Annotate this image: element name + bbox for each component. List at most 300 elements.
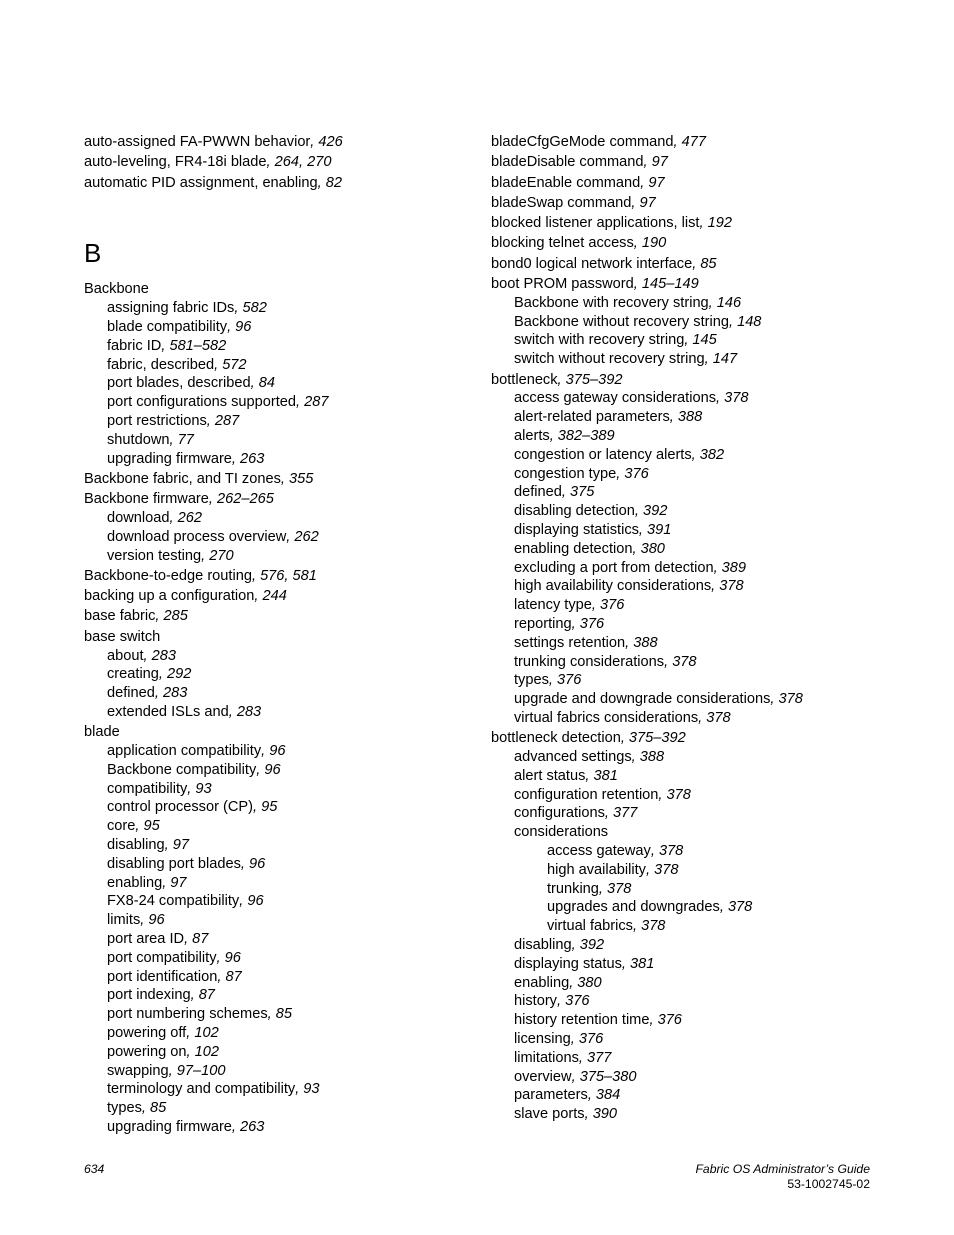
page-reference: 147 — [712, 351, 738, 368]
index-subentry — [84, 547, 474, 566]
page-reference: 93 — [303, 1081, 320, 1098]
page-separator: , — [266, 154, 275, 171]
index-subentry — [84, 647, 474, 666]
index-term: bond0 logical network interface — [491, 255, 693, 272]
index-term: switch with recovery string — [514, 332, 685, 349]
page-reference: 376 — [624, 465, 649, 482]
page-separator: , — [168, 1062, 177, 1079]
page-separator: , — [186, 1024, 195, 1041]
index-term: high availability considerations — [514, 578, 712, 595]
index-term: upgrading firmware — [107, 1118, 232, 1135]
page-separator: , — [633, 235, 642, 252]
index-column-left — [84, 133, 474, 1137]
index-term: bladeEnable command — [491, 174, 641, 191]
page-separator: , — [240, 855, 249, 872]
page-separator: , — [658, 786, 667, 803]
page-reference: 262 — [177, 509, 202, 526]
index-term: port restrictions — [107, 412, 207, 429]
page-separator: , — [604, 805, 613, 822]
index-term: Backbone fabric, and TI zones — [84, 470, 281, 487]
page-separator: , — [640, 174, 649, 191]
page-reference: 283 — [163, 685, 188, 702]
page-reference: 388 — [639, 749, 665, 765]
page-separator: , — [692, 255, 701, 272]
index-term: bottleneck detection — [491, 730, 621, 747]
index-column-right — [491, 133, 931, 1124]
index-subentry — [84, 949, 474, 968]
page-reference: 145 — [692, 332, 717, 349]
index-subentry — [84, 780, 474, 799]
page-reference: 77 — [177, 431, 194, 448]
index-subentry — [491, 502, 931, 521]
index-term: configurations — [514, 805, 605, 822]
page-separator: , — [310, 134, 319, 150]
index-entry — [84, 133, 474, 152]
index-term: blocking telnet access — [491, 235, 634, 252]
page-reference: 378 — [719, 578, 744, 595]
index-subentry — [491, 653, 931, 672]
index-subentry — [491, 1086, 931, 1105]
index-subentry — [84, 665, 474, 684]
index-subentry — [491, 1030, 931, 1049]
page-reference: 262–265 — [217, 491, 274, 508]
index-entry — [84, 607, 474, 626]
index-entry — [84, 280, 474, 299]
page-reference: 388 — [633, 634, 658, 651]
index-term: download process overview — [107, 528, 287, 545]
page-separator: , — [549, 427, 558, 444]
page-separator: , — [638, 521, 648, 538]
index-term: enabling — [107, 874, 163, 891]
page-separator: , — [216, 949, 225, 966]
index-term: configuration retention — [514, 786, 659, 803]
index-term: excluding a port from detection — [514, 559, 714, 576]
page-separator: , — [190, 987, 199, 1004]
index-term: port configurations supported — [107, 394, 297, 411]
page-reference: 97 — [170, 874, 187, 891]
page-separator: , — [699, 215, 708, 232]
index-subentry — [84, 299, 474, 318]
page-reference: 287 — [214, 412, 240, 429]
index-term: bottleneck — [491, 371, 558, 388]
index-term: fabric, described — [107, 356, 215, 373]
index-subentry — [491, 465, 931, 484]
page-reference: 192 — [707, 215, 732, 232]
page-separator: , — [620, 730, 629, 747]
page-separator: , — [631, 194, 640, 211]
index-term: enabling detection — [514, 540, 633, 557]
index-subentry — [491, 615, 931, 634]
index-subentry — [491, 331, 931, 350]
index-subentry — [491, 634, 931, 653]
page-separator: , — [711, 578, 720, 595]
page-reference: 376 — [579, 615, 605, 632]
index-term: port numbering schemes — [107, 1006, 268, 1023]
index-subentry — [84, 356, 474, 375]
index-term: blocked listener applications, list — [491, 215, 700, 232]
page-reference: 102 — [194, 1024, 219, 1041]
page-separator: , — [713, 559, 722, 576]
page-reference: 376 — [565, 993, 590, 1010]
page-separator: , — [214, 356, 223, 373]
index-term: congestion or latency alerts — [514, 446, 692, 463]
index-subentry — [491, 823, 931, 842]
index-subentry — [84, 393, 474, 412]
page-separator: , — [280, 470, 289, 487]
index-subentry — [491, 804, 931, 823]
index-entry — [84, 628, 474, 647]
page-reference: 384 — [595, 1087, 621, 1104]
index-term: application compatibility — [107, 743, 262, 760]
page-reference: 378 — [658, 842, 684, 859]
index-subentry — [84, 911, 474, 930]
page-reference: 190 — [641, 235, 667, 252]
index-subentry — [491, 1049, 931, 1068]
index-term: types — [514, 672, 549, 689]
page-separator: , — [634, 503, 643, 520]
page-separator: , — [296, 394, 305, 411]
index-term: core — [107, 818, 136, 835]
index-term: auto-leveling, FR4-18i blade — [84, 154, 267, 171]
index-subentry — [84, 798, 474, 817]
page-reference: 582 — [242, 300, 267, 317]
index-term: settings retention — [514, 634, 626, 651]
page-reference: 102 — [194, 1043, 219, 1060]
page-separator: , — [162, 874, 171, 891]
page-separator: , — [578, 1049, 587, 1066]
page-separator: , — [643, 154, 652, 171]
index-term: boot PROM password — [491, 276, 634, 293]
page-separator: , — [254, 588, 263, 605]
page-reference: 377 — [612, 805, 638, 822]
page-reference: 244 — [262, 588, 287, 605]
index-term: defined — [107, 685, 155, 702]
page-reference: 93 — [195, 780, 212, 797]
page-reference: 96 — [235, 318, 252, 335]
index-subentry — [491, 936, 931, 955]
index-term: advanced settings — [514, 749, 632, 765]
index-term: powering on — [107, 1043, 187, 1060]
page-separator: , — [140, 912, 149, 929]
page-separator: , — [645, 861, 655, 878]
index-entry — [84, 567, 474, 586]
page-separator: , — [234, 300, 243, 317]
page-reference: 87 — [198, 987, 215, 1004]
index-term: history retention time — [514, 1012, 650, 1029]
index-term: compatibility — [107, 780, 188, 797]
index-term: extended ISLs and — [107, 703, 229, 720]
page-reference: 146 — [716, 294, 742, 311]
index-subentry — [491, 880, 931, 899]
index-entry — [491, 194, 931, 213]
index-term: considerations — [514, 824, 609, 841]
index-entry — [491, 275, 931, 294]
index-term: defined — [514, 484, 562, 501]
page-separator: , — [557, 371, 566, 388]
page-reference: 375–392 — [565, 371, 623, 388]
page-separator: , — [317, 174, 326, 191]
index-subentry — [491, 955, 931, 974]
page-separator: , — [227, 318, 236, 335]
index-subentry — [84, 968, 474, 987]
index-subentry — [84, 892, 474, 911]
page-separator: , — [217, 968, 226, 985]
index-term: download — [107, 509, 170, 526]
index-subentry — [84, 1043, 474, 1062]
page-reference: 392 — [579, 936, 605, 953]
index-term: disabling port blades — [107, 855, 241, 872]
page-separator: , — [186, 1043, 195, 1060]
page-reference: 287 — [304, 394, 329, 411]
index-term: disabling — [107, 837, 165, 853]
index-term: high availability — [547, 861, 646, 878]
page-separator: , — [770, 691, 779, 708]
index-term: virtual fabrics — [547, 918, 633, 935]
index-term: port blades, described — [107, 375, 251, 392]
index-subentry — [491, 786, 931, 805]
index-subentry — [84, 337, 474, 356]
page-reference: 426 — [318, 134, 343, 150]
page-reference: 477 — [681, 134, 706, 150]
index-subentry — [84, 450, 474, 469]
page-reference: 388 — [677, 409, 703, 426]
index-subentry — [84, 1024, 474, 1043]
page-reference: 97 — [172, 837, 189, 853]
page-reference: 97 — [639, 194, 656, 211]
index-term: Backbone with recovery string — [514, 294, 709, 311]
page-separator: , — [231, 1118, 241, 1135]
page-separator: , — [585, 767, 594, 784]
page-separator: , — [598, 880, 608, 897]
index-subentry — [491, 671, 931, 690]
page-separator: , — [571, 1068, 580, 1085]
page-reference: 382 — [699, 446, 725, 463]
page-reference: 97–100 — [176, 1062, 226, 1079]
page-reference: 355 — [288, 470, 314, 487]
index-term: port area ID — [107, 930, 185, 947]
page-separator: , — [571, 936, 580, 953]
index-subentry — [84, 986, 474, 1005]
page-reference: 292 — [167, 666, 192, 683]
index-subentry — [491, 483, 931, 502]
page-reference: 270 — [209, 547, 234, 564]
index-term: switch without recovery string — [514, 351, 705, 368]
index-entry — [491, 174, 931, 193]
page-reference: 378 — [607, 880, 632, 897]
index-term: creating — [107, 666, 159, 683]
page-separator: , — [684, 332, 693, 349]
index-term: virtual fabrics considerations — [514, 709, 699, 726]
page-separator: , — [633, 276, 642, 293]
index-term: version testing — [107, 547, 202, 564]
index-term: slave ports — [514, 1106, 585, 1123]
page-reference: 283 — [151, 647, 176, 664]
index-term: base fabric — [84, 608, 156, 625]
index-subentry — [84, 374, 474, 393]
index-term: auto-assigned FA-PWWN behavior — [84, 134, 311, 150]
index-term: history — [514, 993, 557, 1010]
index-subentry — [491, 559, 931, 578]
index-term: bladeSwap command — [491, 194, 632, 211]
page-separator: , — [716, 390, 725, 407]
index-subentry — [84, 874, 474, 893]
index-subentry — [84, 761, 474, 780]
page-separator: , — [143, 647, 152, 664]
index-term: types — [107, 1100, 142, 1117]
index-term: alerts — [514, 427, 550, 444]
index-term: overview — [514, 1068, 572, 1085]
index-term: powering off — [107, 1024, 187, 1041]
page-reference: 375–380 — [579, 1068, 637, 1085]
page-reference: 378 — [666, 786, 691, 803]
index-term: limitations — [514, 1049, 579, 1066]
page-reference: 82 — [325, 174, 342, 191]
page-reference: 96 — [248, 855, 266, 872]
index-term: shutdown — [107, 431, 170, 448]
index-term: trunking — [547, 880, 599, 897]
index-term: access gateway — [547, 842, 651, 859]
page-reference: 262 — [294, 528, 319, 545]
index-term: Backbone compatibility — [107, 761, 257, 778]
page-reference: 391 — [647, 521, 672, 538]
index-subentry — [491, 748, 931, 767]
page-reference: 375–392 — [628, 730, 686, 747]
page-separator: , — [256, 761, 265, 778]
index-term: blade compatibility — [107, 318, 228, 335]
index-subentry — [84, 528, 474, 547]
page-separator: , — [632, 918, 642, 935]
page-reference: 285 — [163, 608, 188, 625]
page-separator: , — [201, 547, 210, 564]
index-subentry — [84, 431, 474, 450]
index-term: FX8-24 compatibility — [107, 893, 240, 910]
index-term: port identification — [107, 968, 218, 985]
page-separator: , — [208, 491, 218, 508]
page-reference: 390 — [592, 1106, 618, 1123]
page-reference: 95 — [143, 818, 160, 835]
index-term: alert status — [514, 767, 586, 784]
page-reference: 378 — [727, 899, 753, 916]
index-subentry — [491, 350, 931, 369]
index-subentry — [84, 412, 474, 431]
page-reference: 380 — [640, 540, 665, 557]
index-subentry — [84, 817, 474, 836]
index-subentry — [491, 540, 931, 559]
index-term: alert-related parameters — [514, 409, 670, 426]
index-subentry — [84, 742, 474, 761]
index-entry — [491, 729, 931, 748]
page-separator: , — [161, 337, 170, 354]
page-separator: , — [584, 1106, 593, 1123]
footer-doc-number: 53-1002745-02 — [787, 1177, 870, 1191]
page-reference: 263 — [240, 1118, 265, 1135]
page-separator: , — [571, 615, 580, 632]
index-term: Backbone — [84, 281, 149, 298]
page-reference: 381 — [630, 955, 655, 972]
page-reference: 581–582 — [169, 337, 227, 354]
page-separator: , — [625, 634, 634, 651]
index-entry — [491, 234, 931, 253]
index-term: upgrade and downgrade considerations — [514, 691, 771, 708]
page-separator: , — [187, 780, 196, 797]
page-reference: 380 — [577, 974, 602, 991]
index-entry — [491, 255, 931, 274]
page-separator: , — [632, 540, 641, 557]
index-subentry — [491, 1011, 931, 1030]
index-term: upgrades and downgrades — [547, 899, 720, 916]
page-reference: 145–149 — [641, 276, 699, 293]
index-term: trunking considerations — [514, 653, 665, 670]
index-subentry — [84, 836, 474, 855]
index-term: fabric ID — [107, 337, 162, 354]
index-term: upgrading firmware — [107, 450, 232, 467]
page-reference: 376 — [578, 1030, 604, 1047]
page-reference: 378 — [672, 653, 697, 670]
page-separator: , — [561, 484, 570, 501]
index-subentry — [491, 767, 931, 786]
page-separator: , — [698, 709, 707, 726]
page-separator: , — [141, 1100, 150, 1117]
index-subentry — [84, 1005, 474, 1024]
index-subentry — [491, 427, 931, 446]
index-subentry — [84, 1118, 474, 1137]
page-separator: , — [184, 930, 193, 947]
index-entry — [84, 723, 474, 742]
index-subentry — [491, 1105, 931, 1124]
index-term: control processor (CP) — [107, 799, 253, 816]
page-separator: , — [616, 465, 625, 482]
index-term: enabling — [514, 974, 570, 991]
index-subentry — [491, 408, 931, 427]
page-reference: 96 — [148, 912, 165, 929]
page-reference: 95 — [261, 799, 278, 816]
page-reference: 375 — [570, 484, 595, 501]
page-separator: , — [154, 685, 163, 702]
page-separator: , — [650, 842, 659, 859]
index-term: Backbone firmware — [84, 491, 209, 508]
page-reference: 96 — [247, 893, 264, 910]
index-term: swapping — [107, 1062, 169, 1079]
page-reference: 97 — [648, 174, 665, 191]
page-separator: , — [591, 597, 600, 614]
page-reference: 283 — [236, 703, 262, 720]
page-reference: 376 — [557, 672, 582, 689]
index-term: access gateway considerations — [514, 390, 716, 407]
index-term: bladeCfgGeMode command — [491, 134, 674, 150]
index-term: base switch — [84, 628, 161, 645]
page-separator: , — [548, 672, 557, 689]
index-entry — [491, 371, 931, 390]
index-subentry — [491, 992, 931, 1011]
page-separator: , — [231, 450, 241, 467]
index-term: port indexing — [107, 987, 191, 1004]
page-reference: 264, 270 — [274, 154, 332, 171]
page-reference: 381 — [593, 767, 618, 784]
index-subentry — [84, 509, 474, 528]
index-term: parameters — [514, 1087, 588, 1104]
page-separator: , — [252, 799, 262, 816]
page-reference: 85 — [700, 255, 717, 272]
page-separator: , — [169, 509, 178, 526]
index-term: reporting — [514, 615, 572, 632]
index-subentry — [491, 974, 931, 993]
page-reference: 376 — [600, 597, 625, 614]
footer-document-info — [695, 1162, 870, 1192]
page-separator: , — [251, 567, 261, 584]
index-term: latency type — [514, 597, 592, 614]
index-subentry — [491, 709, 931, 728]
page-reference: 378 — [724, 390, 749, 407]
